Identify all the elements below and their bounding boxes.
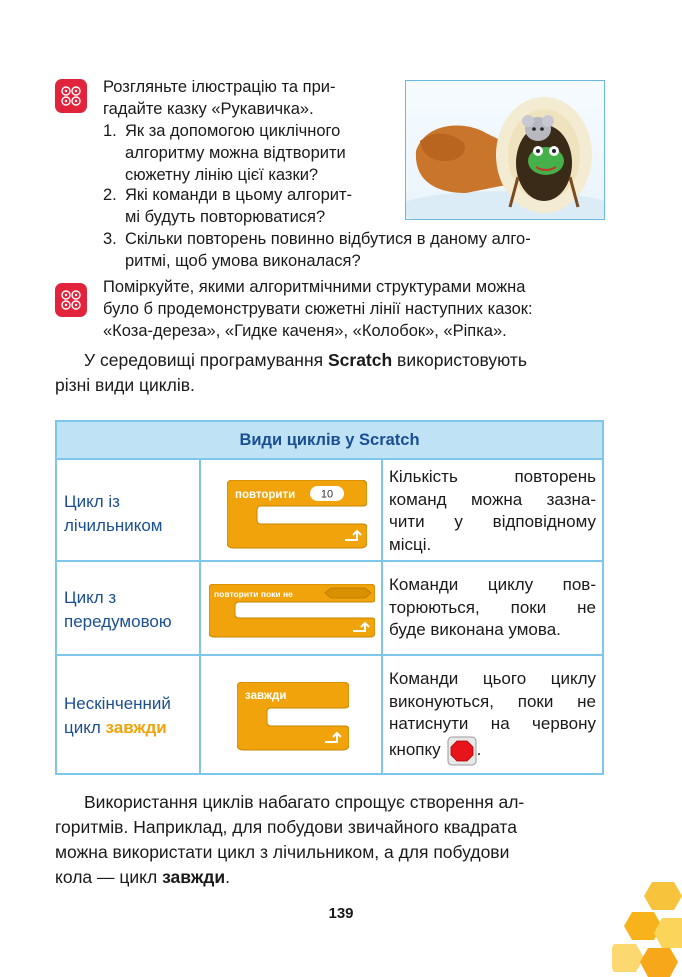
desc-line: виконуються, поки не: [389, 691, 596, 711]
question-line: мі будуть повторюватися?: [125, 208, 326, 226]
desc-line: Команди цього циклу: [389, 669, 596, 688]
closing-paragraph: [55, 790, 605, 890]
repeat-until-label: повторити поки не: [214, 589, 293, 599]
mitten-illustration: [405, 80, 605, 220]
task2-text: [103, 276, 608, 342]
task2-line: було б продемонструвати сюжетні лінії наступних казок:: [103, 300, 533, 318]
stop-sign-icon: [447, 736, 477, 766]
repeat-count-value: 10: [320, 488, 334, 501]
intro-text: використовують: [392, 350, 528, 370]
table-row: [55, 458, 604, 562]
row-label: Нескінченний: [64, 694, 171, 713]
task1-question-3: [103, 228, 603, 272]
table-row: [55, 560, 604, 656]
row-desc-cell: [381, 458, 604, 562]
row-label-cell: [55, 458, 201, 562]
row-block-cell: [199, 458, 383, 562]
question-number: 3.: [103, 230, 117, 248]
row-label-cell: [55, 654, 201, 775]
desc-line: команд можна зазна-: [389, 489, 596, 509]
question-line: Скільки повторень повинно відбутися в даному алго-: [125, 230, 531, 248]
repeat-block: [227, 480, 367, 550]
desc-line: місці.: [389, 534, 432, 554]
desc-line: торюються, поки не: [389, 597, 596, 617]
table-header: Види циклів у Scratch: [55, 420, 604, 460]
desc-line: натиснути на червону: [389, 714, 596, 733]
intro-paragraph: [55, 348, 605, 398]
closing-line: .: [225, 867, 230, 887]
repeat-block-label: повторити: [235, 489, 296, 501]
row-label: цикл: [64, 718, 106, 737]
intro-text: У середовищі програмування: [84, 350, 328, 370]
forever-block-label: завжди: [245, 690, 287, 702]
forever-keyword: завжди: [162, 867, 226, 887]
task-icon: [55, 79, 87, 113]
task1-intro-line: гадайте казку «Рукавичка».: [103, 100, 314, 118]
row-label: Цикл з: [64, 588, 117, 607]
forever-keyword: завжди: [105, 718, 167, 737]
desc-line: кнопку: [389, 740, 441, 760]
desc-line: Кількість повторень: [389, 467, 596, 486]
table-row: [55, 654, 604, 775]
question-line: ритмі, щоб умова виконалася?: [125, 252, 361, 270]
closing-line: кола — цикл: [55, 867, 163, 887]
closing-line: Використання циклів набагато спрощує створення ал-: [84, 792, 525, 812]
task1-intro: [103, 76, 335, 120]
question-line: Як за допомогою циклічного: [125, 122, 341, 140]
closing-line: горитмів. Наприклад, для побудови звичайного квадрата: [55, 817, 517, 837]
question-number: 2.: [103, 186, 117, 204]
row-label: Цикл із: [64, 492, 120, 511]
row-desc-cell: [381, 560, 604, 656]
closing-line: можна використати цикл з лічильником, а для побудови: [55, 842, 510, 862]
row-block-cell: [199, 654, 383, 775]
forever-block: [237, 682, 349, 752]
desc-line: чити у відповідному: [389, 512, 596, 531]
intro-text: різні види циклів.: [55, 375, 195, 395]
row-label: передумовою: [64, 612, 172, 631]
row-block-cell: [199, 560, 383, 656]
task-dots-icon: [58, 83, 84, 109]
repeat-until-block: [209, 584, 375, 638]
loop-types-table: [55, 420, 604, 775]
task2-line: Поміркуйте, якими алгоритмічними структурами можна: [103, 278, 526, 296]
row-label-cell: [55, 560, 201, 656]
task1-question-2: [103, 184, 393, 228]
task1-question-1: [103, 120, 393, 186]
task2-line: «Коза-дереза», «Гидке каченя», «Колобок», «Ріпка».: [103, 322, 507, 340]
question-line: сюжетну лінію цієї казки?: [125, 166, 319, 184]
task-icon: [55, 283, 87, 317]
task-dots-icon: [58, 287, 84, 313]
question-number: 1.: [103, 122, 117, 140]
scratch-term: Scratch: [327, 350, 393, 370]
question-line: Які команди в цьому алгорит-: [125, 186, 353, 204]
row-label: лічильником: [64, 516, 163, 535]
desc-line: Команди циклу пов-: [389, 575, 596, 594]
desc-line: .: [476, 740, 482, 760]
row-desc-cell: [381, 654, 604, 775]
desc-line: буде виконана умова.: [389, 620, 561, 639]
task1-intro-line: Розгляньте ілюстрацію та при-: [103, 78, 336, 96]
page-number: 139: [328, 905, 354, 922]
question-line: алгоритму можна відтворити: [125, 144, 346, 162]
mitten-picture: [406, 81, 604, 219]
honeycomb-decoration: [612, 878, 682, 977]
